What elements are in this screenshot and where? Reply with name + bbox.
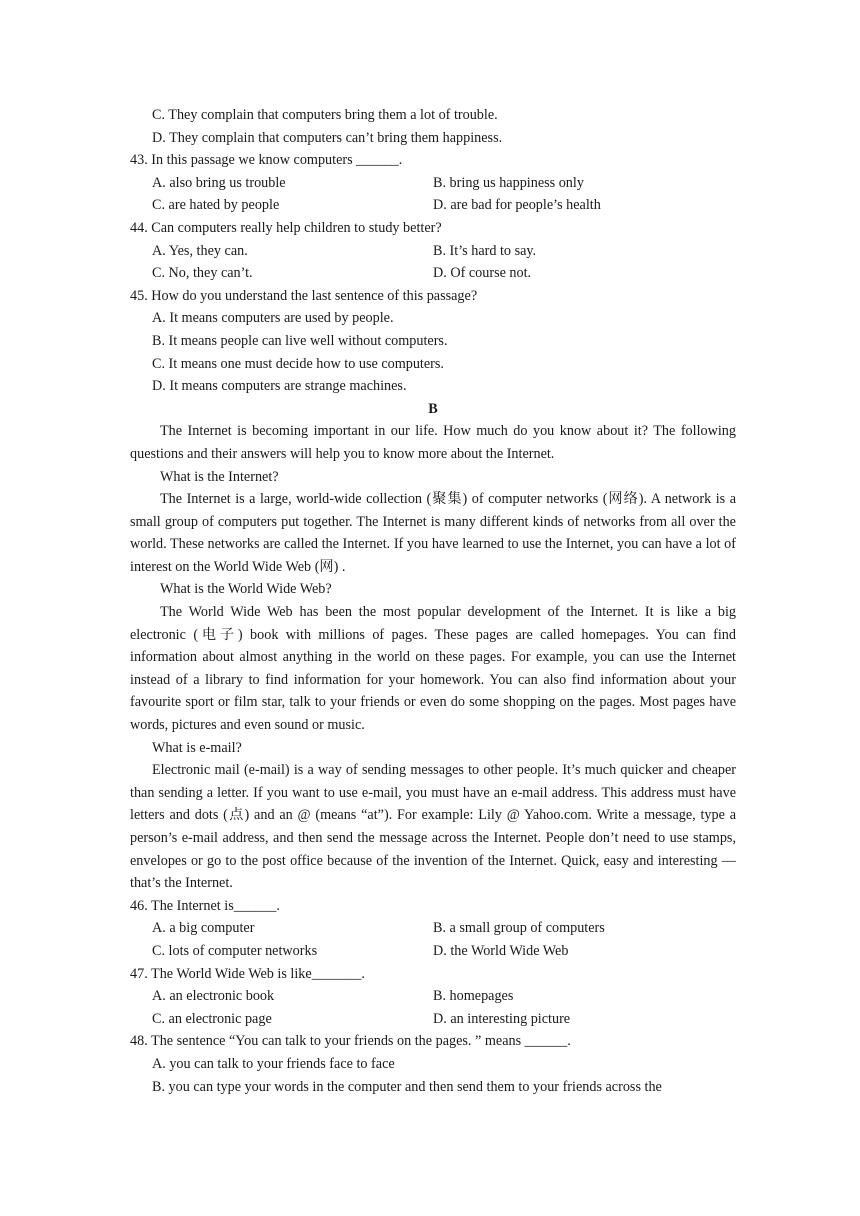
q43-option-a: A. also bring us trouble: [152, 174, 286, 191]
passage-intro: The Internet is becoming important in our life. How much do you know about it? The following questions and their answers will help you to know more about the Internet.: [130, 423, 736, 462]
q45-option-a: A. It means computers are used by people.: [152, 310, 394, 327]
q47-option-a: A. an electronic book: [152, 988, 275, 1005]
q47-stem: 47. The World Wide Web is like_______.: [130, 965, 365, 982]
q43-options-row-1: [130, 172, 736, 195]
q48-option-a: A. you can talk to your friends face to face: [152, 1055, 395, 1072]
q44-options-row-1: [130, 240, 736, 263]
q45-stem: 45. How do you understand the last sentence of this passage?: [130, 287, 478, 304]
q45-option-b: B. It means people can live well without computers.: [152, 332, 448, 349]
section-b-heading: B: [428, 400, 438, 417]
q48-option-b: B. you can type your words in the computer and then send them to your friends across the: [152, 1078, 662, 1095]
q47-options-row-1: [130, 985, 736, 1008]
q43-option-b: B. bring us happiness only: [433, 174, 584, 191]
q48-stem: 48. The sentence “You can talk to your friends on the pages. ” means ______.: [130, 1033, 571, 1050]
q47-option-b: B. homepages: [433, 988, 514, 1005]
q44-options-row-2: [130, 262, 736, 285]
passage-paragraph-email: Electronic mail (e-mail) is a way of sending messages to other people. It’s much quicker and cheaper than sending a letter. If you want to use e-mail, you must have an e-mail address. This address must have letters and dots (点) and an @ (means “at”). For example: Lily @ Yahoo.com. Write a message, type a person’s e-mail address, and then send the message across the Internet. People don’t need to use stamps, envelopes or go to the post office because of the invention of the Internet. Quick, easy and interesting — that’s the Internet.: [130, 762, 736, 892]
q45-option-c: C. It means one must decide how to use computers.: [152, 355, 444, 372]
passage-paragraph-internet: The Internet is a large, world-wide collection (聚集) of computer networks (网络). A network is a small group of computers put together. The Internet is many different kinds of networks from all over the world. These networks are called the Internet. If you have learned to use the Internet, you can have a lot of interest on the World Wide Web (网) .: [130, 491, 736, 575]
q44-stem: 44. Can computers really help children to study better?: [130, 219, 442, 236]
q44-option-d: D. Of course not.: [433, 265, 532, 282]
passage-subhead-email: What is e-mail?: [152, 739, 242, 756]
q43-stem: 43. In this passage we know computers ______.: [130, 152, 403, 169]
q46-option-d: D. the World Wide Web: [433, 942, 569, 959]
worksheet-page: [130, 104, 736, 1098]
q42-option-c: C. They complain that computers bring them a lot of trouble.: [152, 107, 498, 123]
q43-option-d: D. are bad for people’s health: [433, 197, 601, 214]
q45-option-d: D. It means computers are strange machines.: [152, 378, 407, 395]
q43-options-row-2: [130, 194, 736, 217]
passage-paragraph-www: The World Wide Web has been the most popular development of the Internet. It is like a big electronic (电子) book with millions of pages. These pages are called homepages. You can find information about almost anything in the world on these pages. For example, you can use the Internet instead of a library to find information for your homework. You can also find information about your favourite sport or film star, talk to your friends or even do some shopping on the pages. Most pages have words, pictures and even sound or music.: [130, 604, 736, 734]
q46-options-row-2: [130, 940, 736, 963]
passage-subhead-internet: What is the Internet?: [160, 468, 279, 485]
passage-subhead-www: What is the World Wide Web?: [160, 581, 332, 598]
q44-option-a: A. Yes, they can.: [152, 242, 248, 259]
q44-option-c: C. No, they can’t.: [152, 265, 253, 282]
q46-options-row-1: [130, 917, 736, 940]
q44-option-b: B. It’s hard to say.: [433, 242, 537, 259]
q47-option-d: D. an interesting picture: [433, 1010, 571, 1027]
q43-option-c: C. are hated by people: [152, 197, 280, 214]
q46-option-b: B. a small group of computers: [433, 920, 605, 937]
q46-stem: 46. The Internet is______.: [130, 897, 280, 914]
q47-option-c: C. an electronic page: [152, 1010, 272, 1027]
q46-option-c: C. lots of computer networks: [152, 942, 318, 959]
q42-option-d: D. They complain that computers can’t bring them happiness.: [152, 129, 503, 146]
q46-option-a: A. a big computer: [152, 920, 255, 937]
q47-options-row-2: [130, 1008, 736, 1031]
